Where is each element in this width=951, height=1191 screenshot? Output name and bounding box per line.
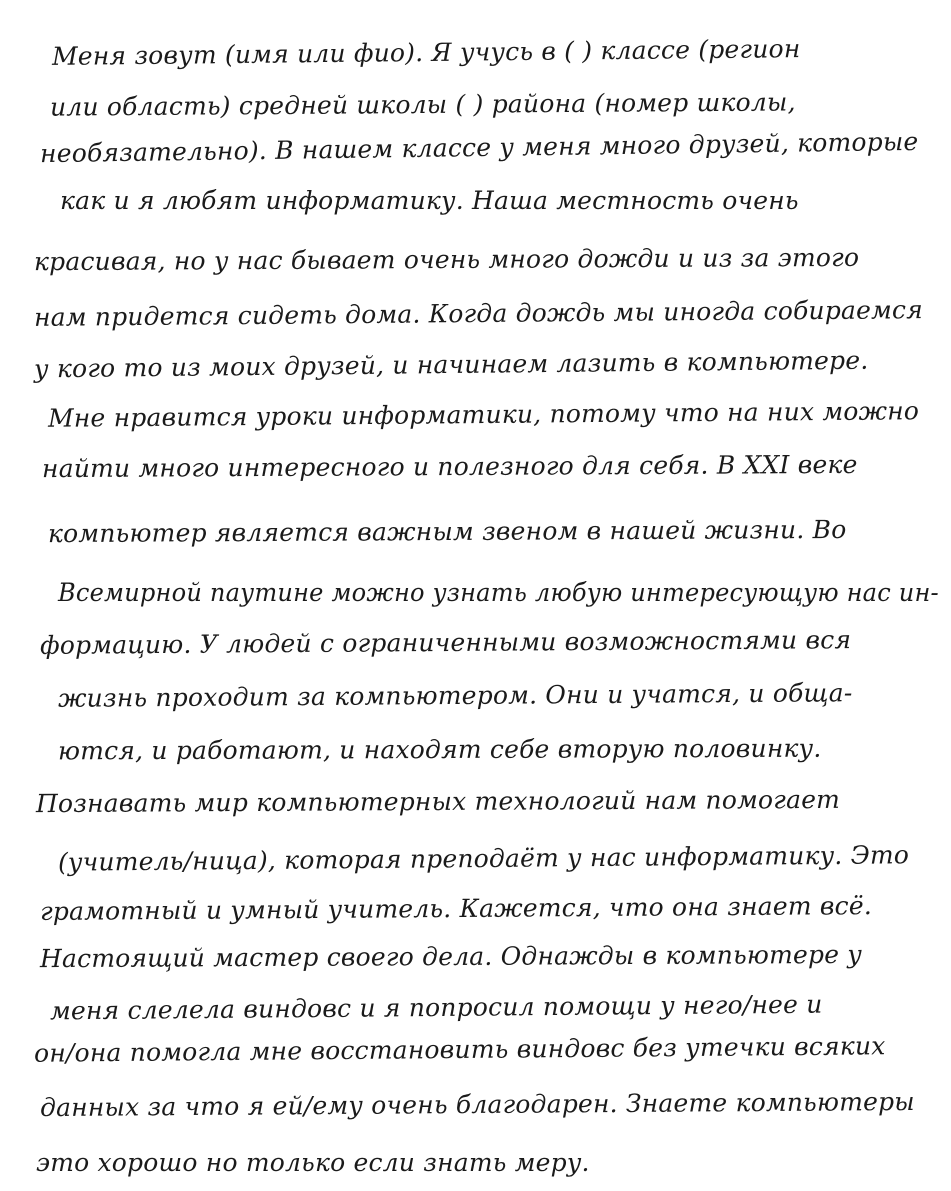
text-line: это хорошо но только если знать меру. bbox=[36, 1148, 590, 1177]
text-line: найти много интересного и полезного для себя. В XXI веке bbox=[41, 449, 858, 484]
text-line: Познавать мир компьютерных технологий нам помогает bbox=[35, 784, 841, 819]
text-line: как и я любят информатику. Наша местность очень bbox=[60, 186, 799, 215]
text-line: ются, и работают, и находят себе вторую половинку. bbox=[57, 733, 822, 766]
text-line: Настоящий мастер своего дела. Однажды в компьютере у bbox=[39, 939, 863, 974]
text-line: формацию. У людей с ограниченными возможностями вся bbox=[39, 625, 852, 660]
text-line: данных за что я ей/ему очень благодарен. Знаете компьютеры bbox=[39, 1086, 915, 1123]
text-line: Меня зовут (имя или фио). Я учусь в ( ) классе (регион bbox=[51, 34, 801, 71]
text-line: грамотный и умный учитель. Кажется, что она знает всё. bbox=[39, 891, 873, 926]
text-line: меня слелела виндовс и я попросил помощи у него/нее и bbox=[49, 989, 823, 1026]
text-line: или область) средней школы ( ) района (номер школы, bbox=[49, 87, 796, 122]
text-line: (учитель/ница), которая преподаёт у нас информатику. Это bbox=[57, 840, 910, 877]
text-line: Мне нравится уроки информатики, потому что на них можно bbox=[47, 396, 920, 433]
text-line: он/она помогла мне восстановить виндовс без утечки всяких bbox=[33, 1031, 886, 1068]
text-line: компьютер является важным звеном в нашей жизни. Во bbox=[47, 514, 847, 549]
text-line: красивая, но у нас бывает очень много дожди и из за этого bbox=[33, 242, 860, 277]
text-line: у кого то из моих друзей, и начинаем лазить в компьютере. bbox=[33, 345, 869, 384]
text-line: необязательно). В нашем классе у меня много друзей, которые bbox=[39, 126, 919, 169]
text-line: Всемирной паутине можно узнать любую интересующую нас ин- bbox=[58, 578, 939, 607]
text-line: нам придется сидеть дома. Когда дождь мы иногда собираемся bbox=[33, 295, 924, 332]
text-line: жизнь проходит за компьютером. Они и учатся, и обща- bbox=[57, 678, 853, 713]
